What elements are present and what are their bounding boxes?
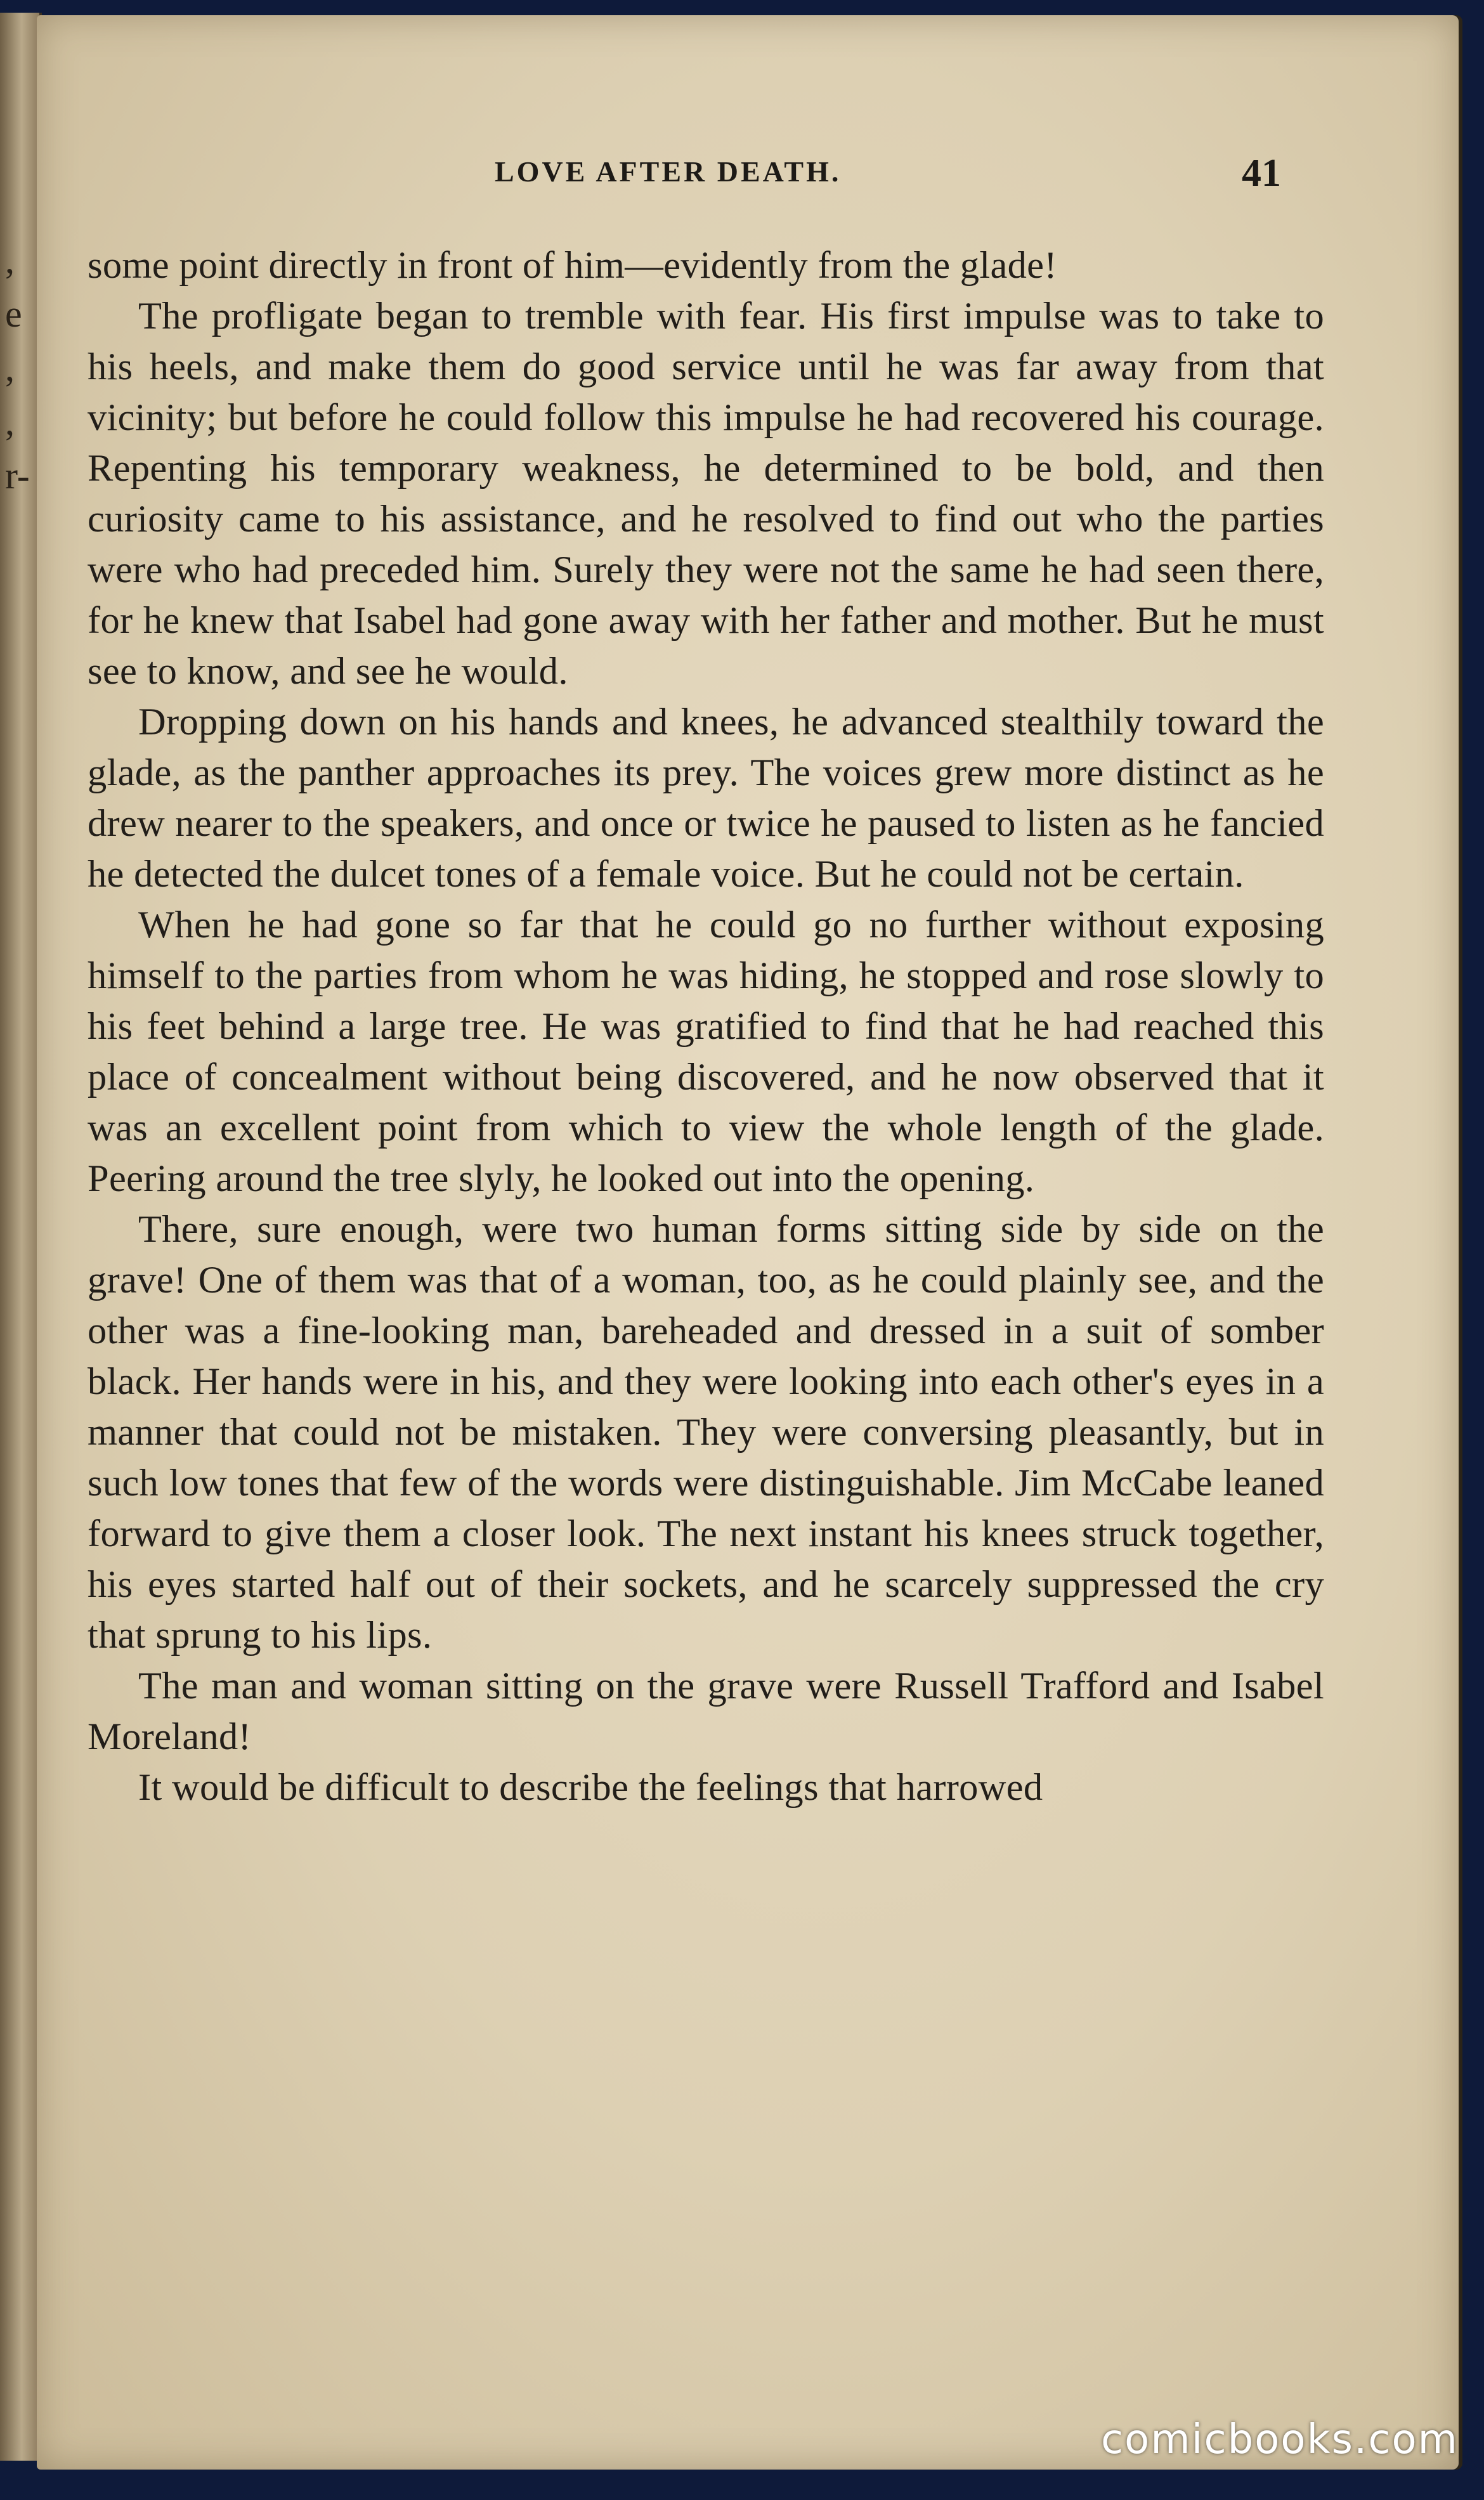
paragraph: Dropping down on his hands and knees, he advanced stealthily toward the glade, as the panther approaches its prey. The voices grew more distinct as he drew nearer to the speakers, and once or twice he paused to listen as he fancied he detected the dulcet tones of a female voice. But he could not be certain. [88, 701, 1324, 895]
margin-mark: , [5, 347, 15, 389]
facing-page-edge [0, 13, 42, 2461]
paragraph: It would be difficult to describe the feelings that harrowed [138, 1766, 1043, 1809]
margin-mark: , [5, 401, 15, 443]
page-number: 41 [1242, 152, 1281, 195]
body-text [88, 240, 1324, 1813]
margin-mark: , [5, 239, 15, 281]
watermark: comicbooks.com [1100, 2416, 1459, 2463]
paragraph: When he had gone so far that he could go no further without exposing himself to the parties from whom he was hiding, he stopped and rose slowly to his feet behind a large tree. He was gratified to find that he had reached this place of concealment without being discovered, and he now observed that it was an excellent point from which to view the whole length of the glade. Peering around the tree slyly, he looked out into the opening. [88, 904, 1324, 1200]
margin-mark: r- [5, 455, 30, 497]
paragraph: There, sure enough, were two human forms sitting side by side on the grave! One of them was that of a woman, too, as he could plainly see, and the other was a fine-looking man, bareheaded and dressed in a suit of somber black. Her hands were in his, and they were looking into each other's eyes in a manner that could not be mistaken. They were conversing pleasantly, but in such low tones that few of the words were distinguishable. Jim McCabe leaned forward to give them a closer look. The next instant his knees struck together, his eyes started half out of their sockets, and he scarcely suppressed the cry that sprung to his lips. [88, 1208, 1324, 1657]
margin-mark: e [5, 293, 22, 335]
book-page [37, 15, 1459, 2470]
running-title: LOVE AFTER DEATH. [495, 155, 842, 188]
paragraph: The profligate began to tremble with fear. His first impulse was to take to his heels, and make them do good service until he was far away from that vicinity; but before he could follow this impulse he had recovered his courage. Repenting his temporary weakness, he determined to be bold, and then curiosity came to his assistance, and he resolved to find out who the parties were who had preceded him. Surely they were not the same he had seen there, for he knew that Isabel had gone away with her father and mother. But he must see to know, and see he would. [88, 295, 1324, 693]
paragraph: The man and woman sitting on the grave were Russell Trafford and Isabel Moreland! [88, 1665, 1324, 1758]
paragraph: some point directly in front of him—evidently from the glade! [88, 244, 1057, 287]
running-head [37, 152, 1459, 205]
